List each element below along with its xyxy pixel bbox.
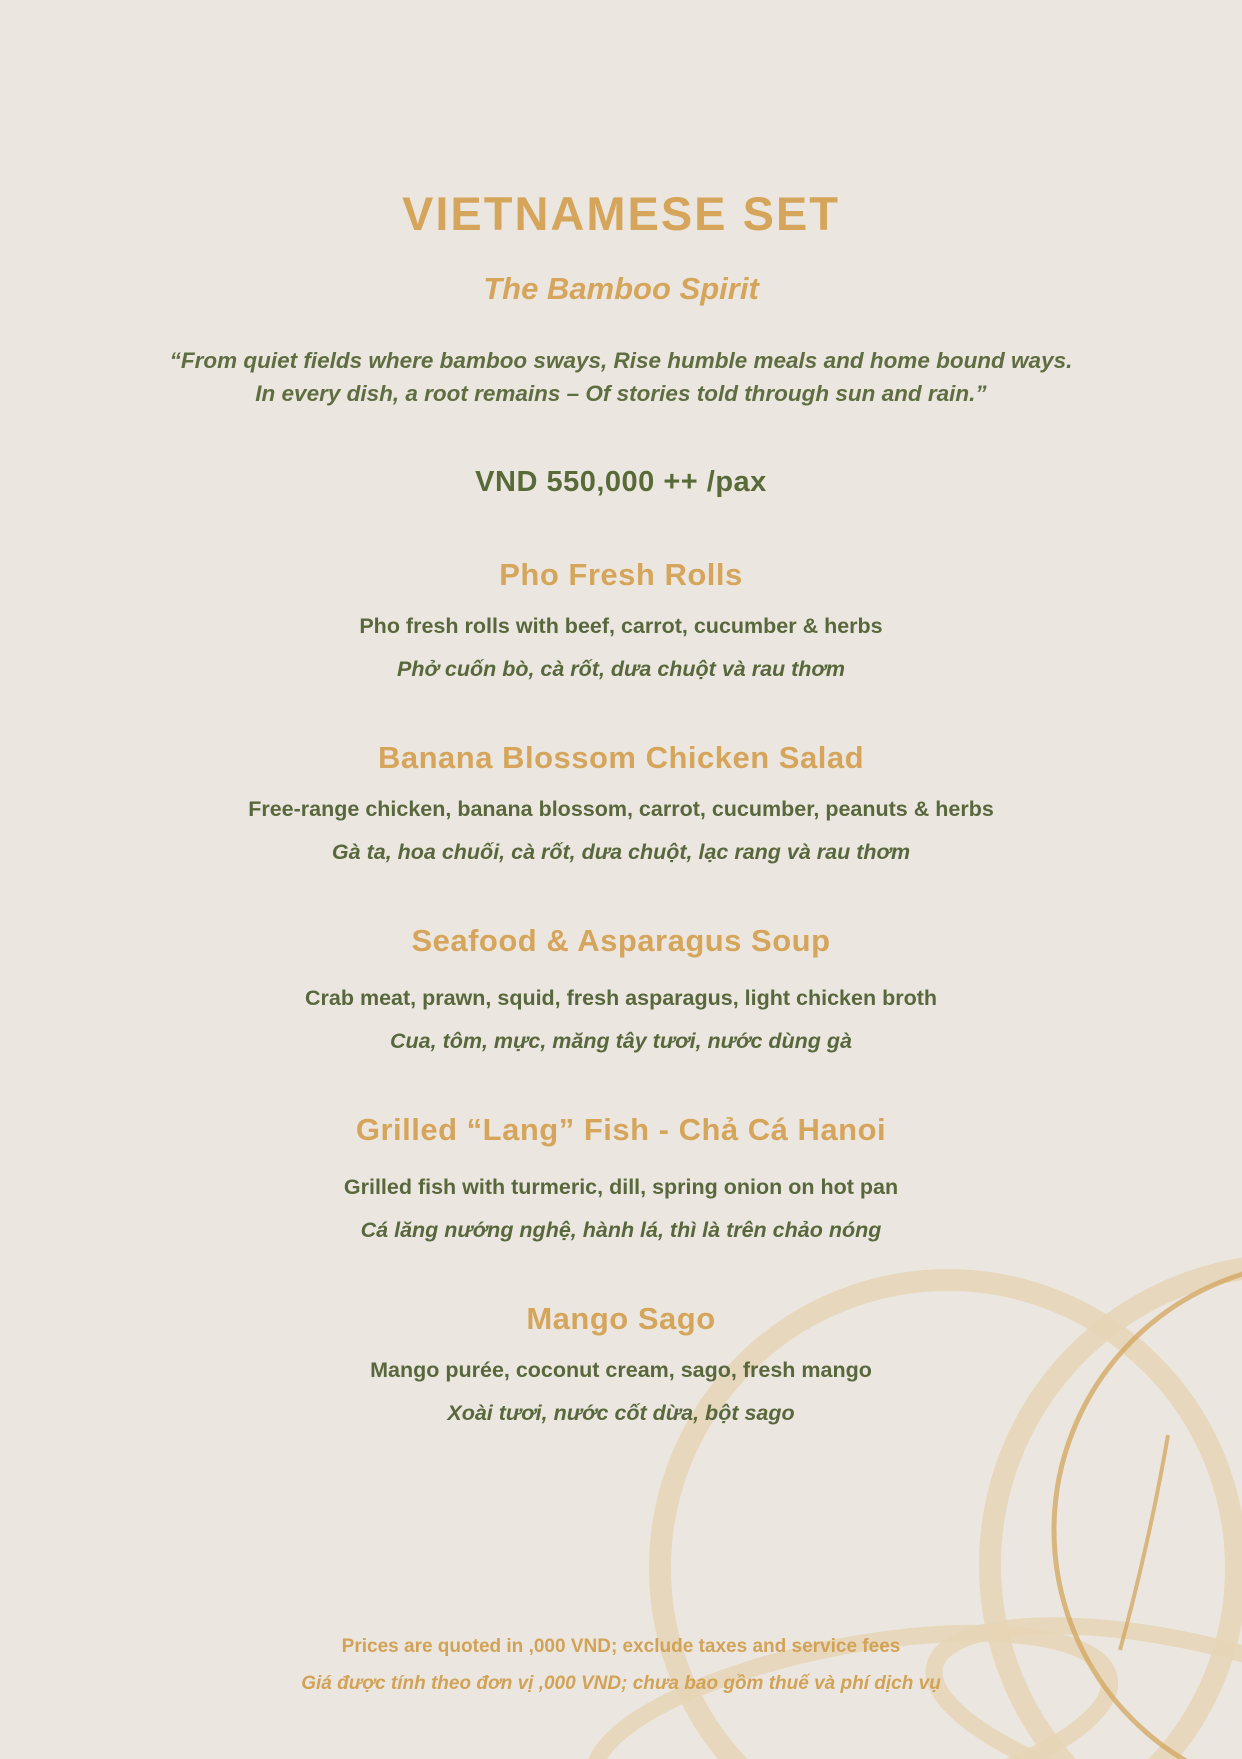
course-description-vi: Xoài tươi, nước cốt dừa, bột sago [447,1401,795,1426]
price-disclaimer [0,1636,1242,1714]
course-name: Mango Sago [526,1301,716,1337]
course-section-pho-fresh-rolls [0,557,1242,682]
course-section-grilled-lang-fish [0,1112,1242,1243]
course-description-en: Grilled fish with turmeric, dill, spring onion on hot pan [343,1175,899,1200]
menu-quote [0,345,1242,410]
course-description-vi: Cua, tôm, mực, măng tây tươi, nước dùng gà [390,1029,852,1054]
quote-line-2: In every dish, a root remains – Of stories told through sun and rain.” [255,380,987,406]
disclaimer-en: Prices are quoted in ,000 VND; exclude taxes and service fees [341,1636,901,1657]
quote-line-1: “From quiet fields where bamboo sways, Rise humble meals and home bound ways. [169,348,1073,373]
menu-subtitle: The Bamboo Spirit [483,271,759,306]
course-description-vi: Phở cuốn bò, cà rốt, dưa chuột và rau thơm [397,657,845,682]
course-description-en: Mango purée, coconut cream, sago, fresh mango [370,1358,872,1383]
disclaimer-vi: Giá được tính theo đơn vị ,000 VND; chưa bao gồm thuế và phí dịch vụ [301,1673,941,1694]
course-section-mango-sago [0,1301,1242,1426]
course-section-seafood-asparagus-soup [0,923,1242,1054]
course-name: Pho Fresh Rolls [499,557,743,593]
course-description-en: Crab meat, prawn, squid, fresh asparagus, light chicken broth [305,986,937,1011]
course-description-vi: Cá lăng nướng nghệ, hành lá, thì là trên chảo nóng [360,1218,882,1243]
course-description-en: Pho fresh rolls with beef, carrot, cucumber & herbs [359,614,883,639]
course-name: Grilled “Lang” Fish - Chả Cá Hanoi [355,1112,887,1148]
page-title: VIETNAMESE SET [401,187,840,240]
course-description-en: Free-range chicken, banana blossom, carrot, cucumber, peanuts & herbs [248,797,994,822]
course-description-vi: Gà ta, hoa chuối, cà rốt, dưa chuột, lạc rang và rau thơm [331,840,911,865]
course-name: Banana Blossom Chicken Salad [377,740,865,776]
course-name: Seafood & Asparagus Soup [411,923,831,959]
course-section-banana-blossom-salad [0,740,1242,865]
set-price: VND 550,000 ++ /pax [475,466,767,499]
